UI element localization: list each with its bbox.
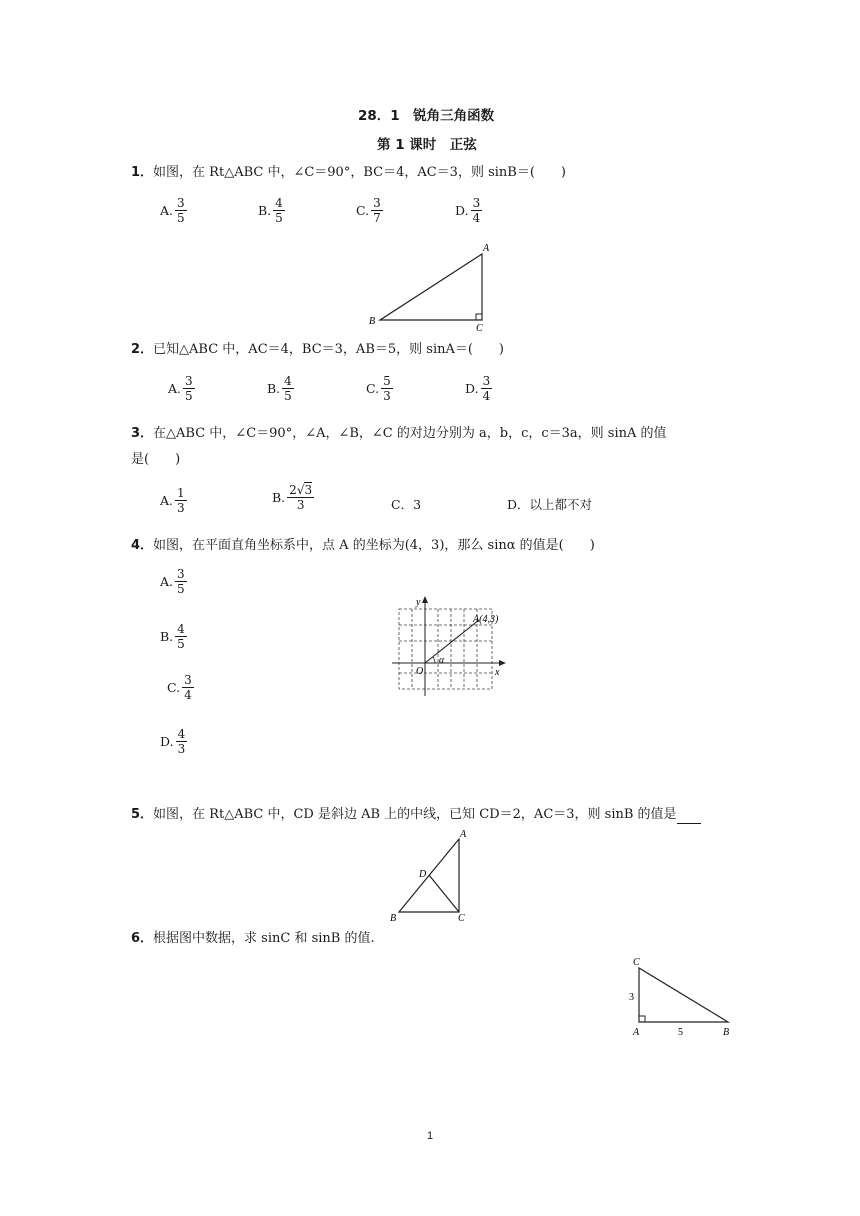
q3-option-a[interactable] — [160, 486, 187, 515]
side-ab-label: 5 — [678, 1027, 683, 1038]
q2-option-d[interactable] — [465, 374, 492, 403]
q2-option-a[interactable] — [168, 374, 195, 403]
point-d-label: D — [419, 869, 427, 880]
q4-option-b[interactable] — [160, 622, 187, 651]
option-label: B. — [258, 203, 272, 218]
radical-numerator: 2√3 — [289, 483, 313, 497]
q4-option-c[interactable] — [167, 673, 194, 702]
x-axis-arrow — [499, 660, 506, 666]
vertex-c-label: C — [633, 957, 640, 968]
right-angle-mark — [639, 1016, 645, 1022]
question-5-text: 如图，在 Rt△ABC 中，CD 是斜边 AB 上的中线，已知 CD＝2，AC＝3，则 sinB 的值是 — [153, 807, 677, 822]
q6-triangle-figure — [624, 952, 744, 1042]
y-axis-label: y — [416, 597, 421, 608]
right-angle-mark — [476, 314, 482, 320]
option-label: C. — [167, 680, 181, 695]
option-label: A. — [160, 203, 174, 218]
triangle — [639, 968, 728, 1022]
fraction: $\frac{3}{5}$ — [185, 374, 193, 403]
question-6 — [131, 930, 375, 948]
q3-option-b[interactable] — [272, 483, 314, 512]
triangle — [380, 254, 482, 320]
fraction: $\frac{4}{5}$ — [177, 622, 185, 651]
question-1-number: 1． — [131, 165, 154, 180]
fraction: $\frac{4}{5}$ — [275, 196, 283, 225]
option-label: B. — [272, 490, 286, 505]
option-label: A. — [160, 574, 174, 589]
vertex-a-label: A — [633, 1027, 640, 1038]
option-label: C. — [356, 203, 370, 218]
question-6-text: 根据图中数据，求 sinC 和 sinB 的值. — [153, 931, 375, 946]
fraction: $\frac{3}{5}$ — [177, 567, 185, 596]
q1-triangle-figure — [362, 240, 502, 335]
option-label: C. — [366, 381, 380, 396]
q2-option-b[interactable] — [267, 374, 294, 403]
vertex-a-label: A — [460, 829, 467, 840]
answer-blank[interactable] — [677, 809, 701, 824]
q3-option-d[interactable]: D．以上都不对 — [507, 497, 593, 512]
question-2 — [131, 341, 504, 359]
fraction: $\frac{3}{4}$ — [472, 196, 481, 225]
vertex-c-label: C — [476, 323, 483, 334]
q1-option-c[interactable] — [356, 196, 383, 225]
question-3-number: 3． — [131, 426, 154, 441]
q4-coordinate-figure — [388, 592, 510, 702]
vertex-a-label: A — [483, 243, 490, 254]
fraction: $\frac{2√3}{3}$ — [289, 483, 313, 512]
page-number: 1 — [427, 1130, 434, 1142]
alpha-label: α — [439, 655, 445, 666]
median-cd — [429, 875, 459, 912]
sqrt-symbol: √ — [296, 483, 305, 497]
option-label: D. — [160, 734, 174, 749]
q4-option-a[interactable] — [160, 567, 187, 596]
question-3 — [131, 425, 667, 443]
fraction: $\frac{3}{4}$ — [482, 374, 491, 403]
ray-oa — [425, 620, 479, 663]
question-4-number: 4． — [131, 538, 154, 553]
vertex-c-label: C — [458, 913, 465, 924]
point-a-label: A(4,3) — [473, 614, 499, 625]
question-3-text-line1: 在△ABC 中，∠C＝90°，∠A，∠B，∠C 的对边分别为 a，b，c，c＝3a，则 sinA 的值 — [153, 426, 667, 441]
vertex-b-label: B — [369, 316, 376, 327]
q2-option-c[interactable] — [366, 374, 393, 403]
option-label: B. — [160, 629, 174, 644]
question-6-number: 6． — [131, 931, 154, 946]
question-4 — [131, 537, 595, 555]
question-2-text: 已知△ABC 中，AC＝4，BC＝3，AB＝5，则 sinA＝( ) — [153, 342, 505, 357]
option-label: A. — [160, 493, 174, 508]
fraction: $\frac{3}{7}$ — [373, 196, 381, 225]
question-2-number: 2． — [131, 342, 154, 357]
q1-option-b[interactable] — [258, 196, 285, 225]
page-subtitle: 第 1 课时 正弦 — [377, 137, 477, 153]
question-3-text-line2: 是( ) — [131, 452, 181, 467]
option-label: D. — [455, 203, 469, 218]
vertex-b-label: B — [390, 913, 397, 924]
option-label: B. — [267, 381, 281, 396]
option-label: A. — [168, 381, 182, 396]
vertex-b-label: B — [723, 1027, 730, 1038]
question-1-text: 如图，在 Rt△ABC 中，∠C＝90°，BC＝4，AC＝3，则 sinB＝( ) — [153, 165, 566, 180]
origin-label: O — [416, 666, 424, 677]
question-5 — [131, 806, 701, 824]
question-5-number: 5． — [131, 807, 154, 822]
fraction: $\frac{4}{5}$ — [284, 374, 292, 403]
angle-alpha-arc — [433, 657, 435, 663]
q3-option-c[interactable]: C．3 — [391, 497, 422, 512]
side-ac-label: 3 — [629, 992, 634, 1003]
y-axis-arrow — [422, 596, 428, 603]
fraction: $\frac{4}{3}$ — [177, 727, 186, 756]
fraction: $\frac{1}{3}$ — [177, 486, 185, 515]
option-label: D. — [465, 381, 479, 396]
q4-option-d[interactable] — [160, 727, 187, 756]
question-4-text: 如图，在平面直角坐标系中，点 A 的坐标为(4，3)，那么 sinα 的值是( ) — [153, 538, 595, 553]
fraction: $\frac{3}{5}$ — [177, 196, 185, 225]
page-title: 28．1 锐角三角函数 — [358, 108, 495, 124]
fraction: $\frac{5}{3}$ — [383, 374, 391, 403]
q5-triangle-figure — [386, 826, 476, 926]
q1-option-d[interactable] — [455, 196, 482, 225]
fraction: $\frac{3}{4}$ — [184, 673, 192, 702]
x-axis-label: x — [495, 667, 500, 678]
q1-option-a[interactable] — [160, 196, 187, 225]
question-1 — [131, 164, 566, 182]
